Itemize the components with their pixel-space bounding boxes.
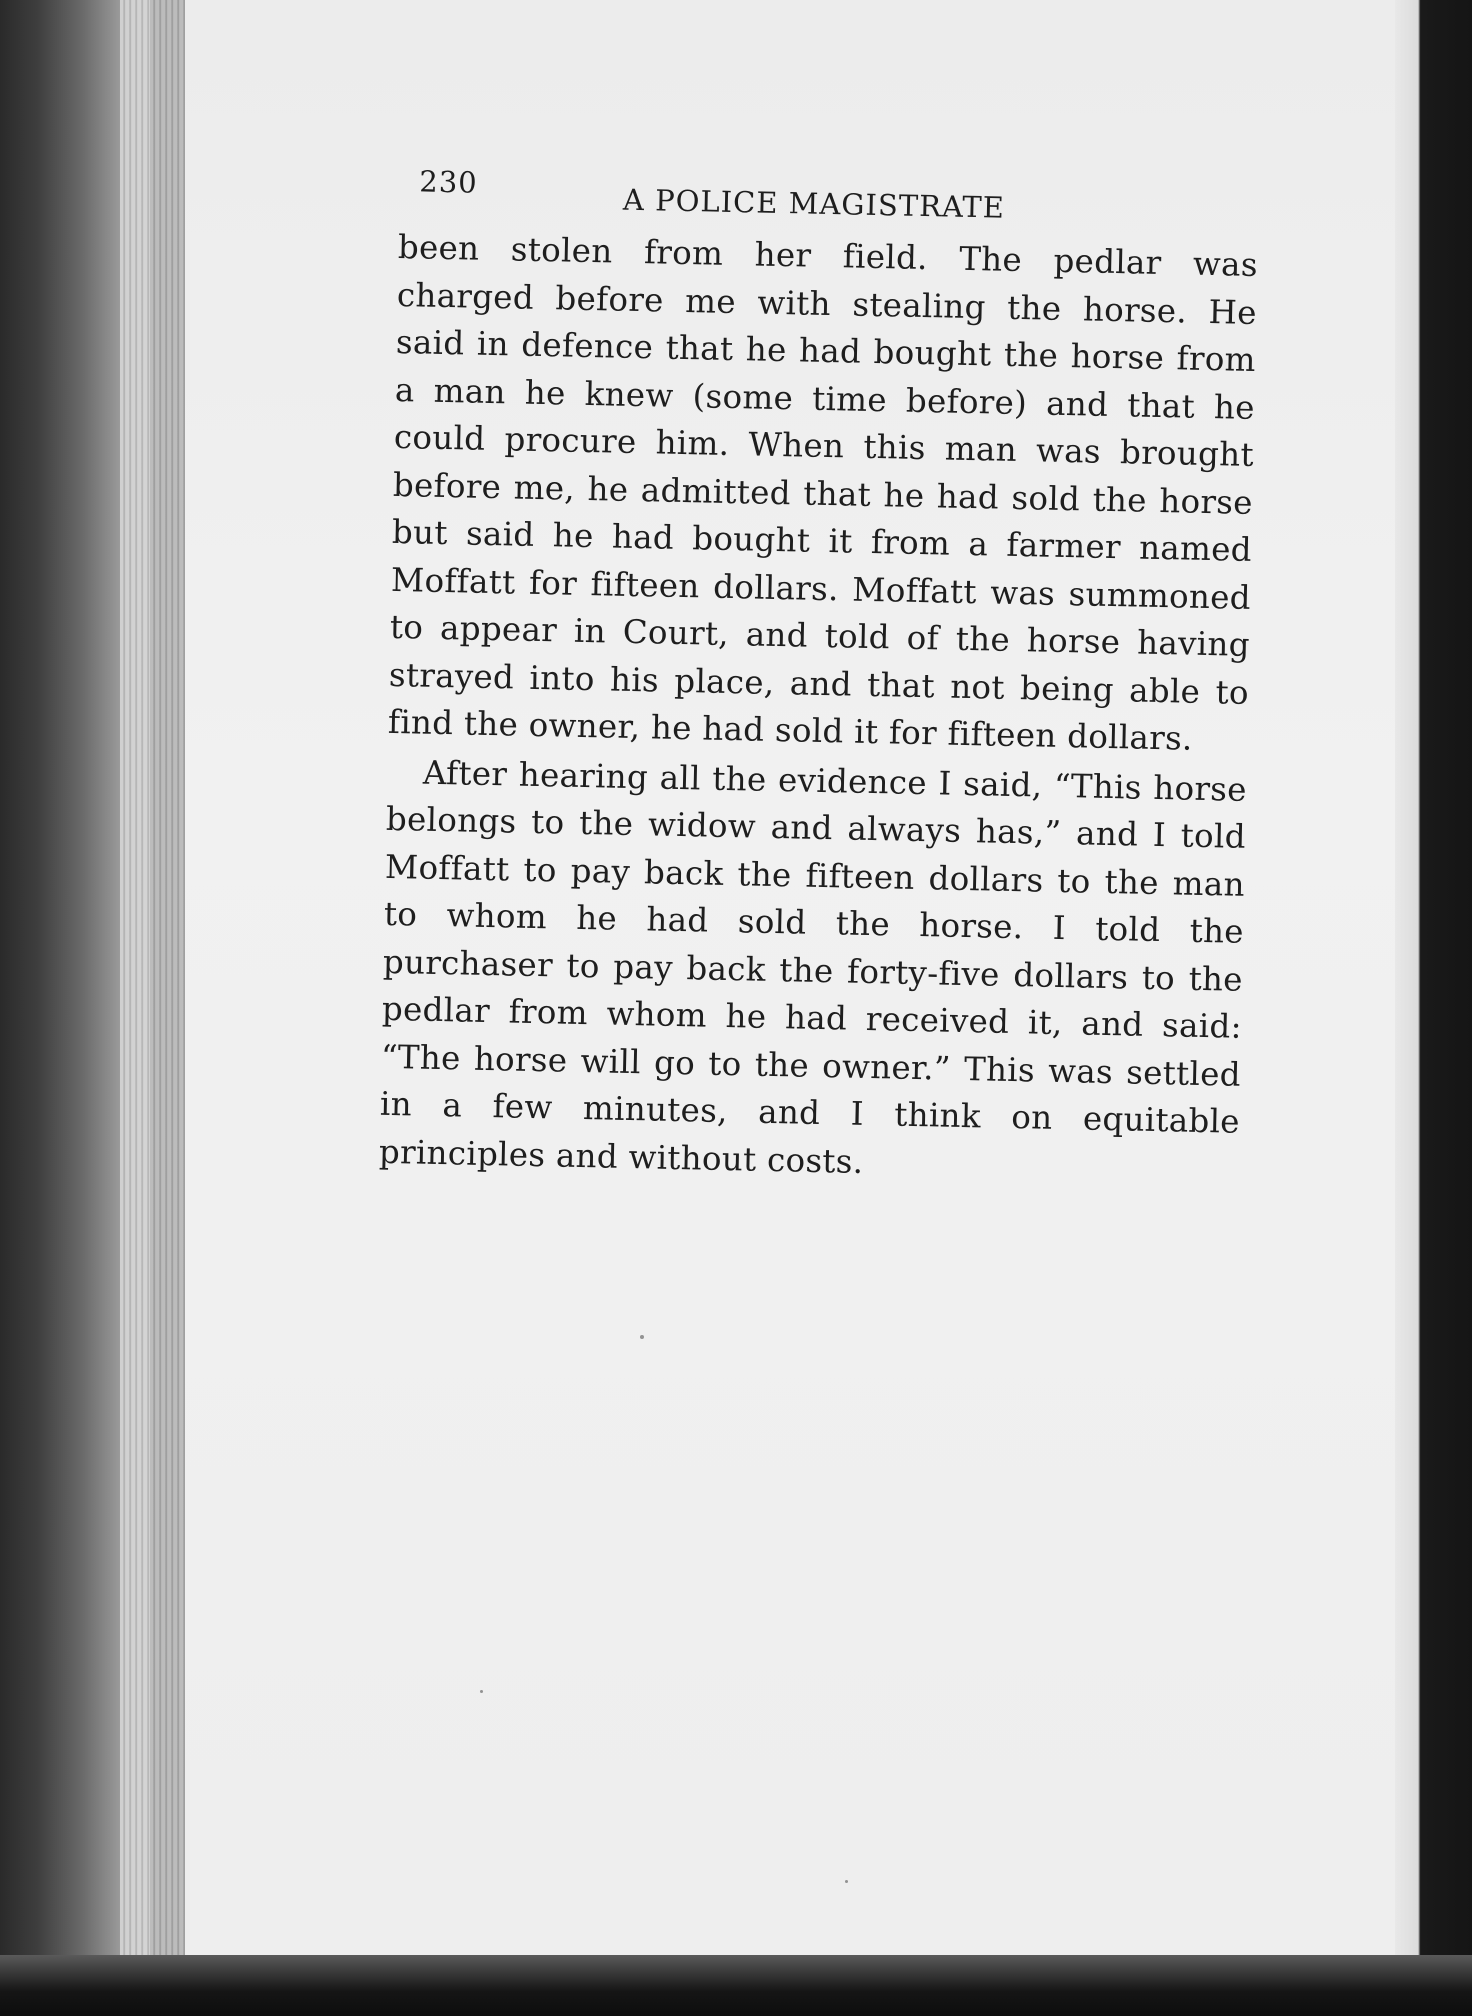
page-content: [379, 150, 1260, 1194]
bottom-shadow: [0, 1955, 1472, 2016]
paper-speck: [640, 1335, 644, 1339]
paragraph: been stolen from her field. The pedlar was charged before me with stealing the horse. He said in defence that he had bought the horse from a man he knew (some time before) and that he could procure him. When this man was brought before me, he admitted that he had sold the horse but said he had bought it from a farmer named Moffatt for fifteen dollars. Moffatt was summoned to appear in Court, and told of the horse having strayed into his place, and that not being able to find the owner, he had sold it for fifteen dollars.: [387, 227, 1259, 758]
paper-speck: [480, 1690, 483, 1693]
running-title: A POLICE MAGISTRATE: [622, 182, 1006, 225]
page-number: 230: [418, 164, 479, 200]
paragraph: After hearing all the evidence I said, “This horse belongs to the widow and always has,” and I told Moffatt to pay back the fifteen dollars to the man to whom he had sold the horse. I told the purchaser to pay back the forty-five dollars to the pedlar from whom he had received it, and said: “The horse will go to the owner.” This was settled in a few minutes, and I think on equitable principles and without costs.: [378, 753, 1248, 1181]
page-stack-edge: [120, 0, 190, 1960]
facing-page-gutter: [1395, 0, 1472, 1960]
paper-speck: [845, 1880, 848, 1883]
